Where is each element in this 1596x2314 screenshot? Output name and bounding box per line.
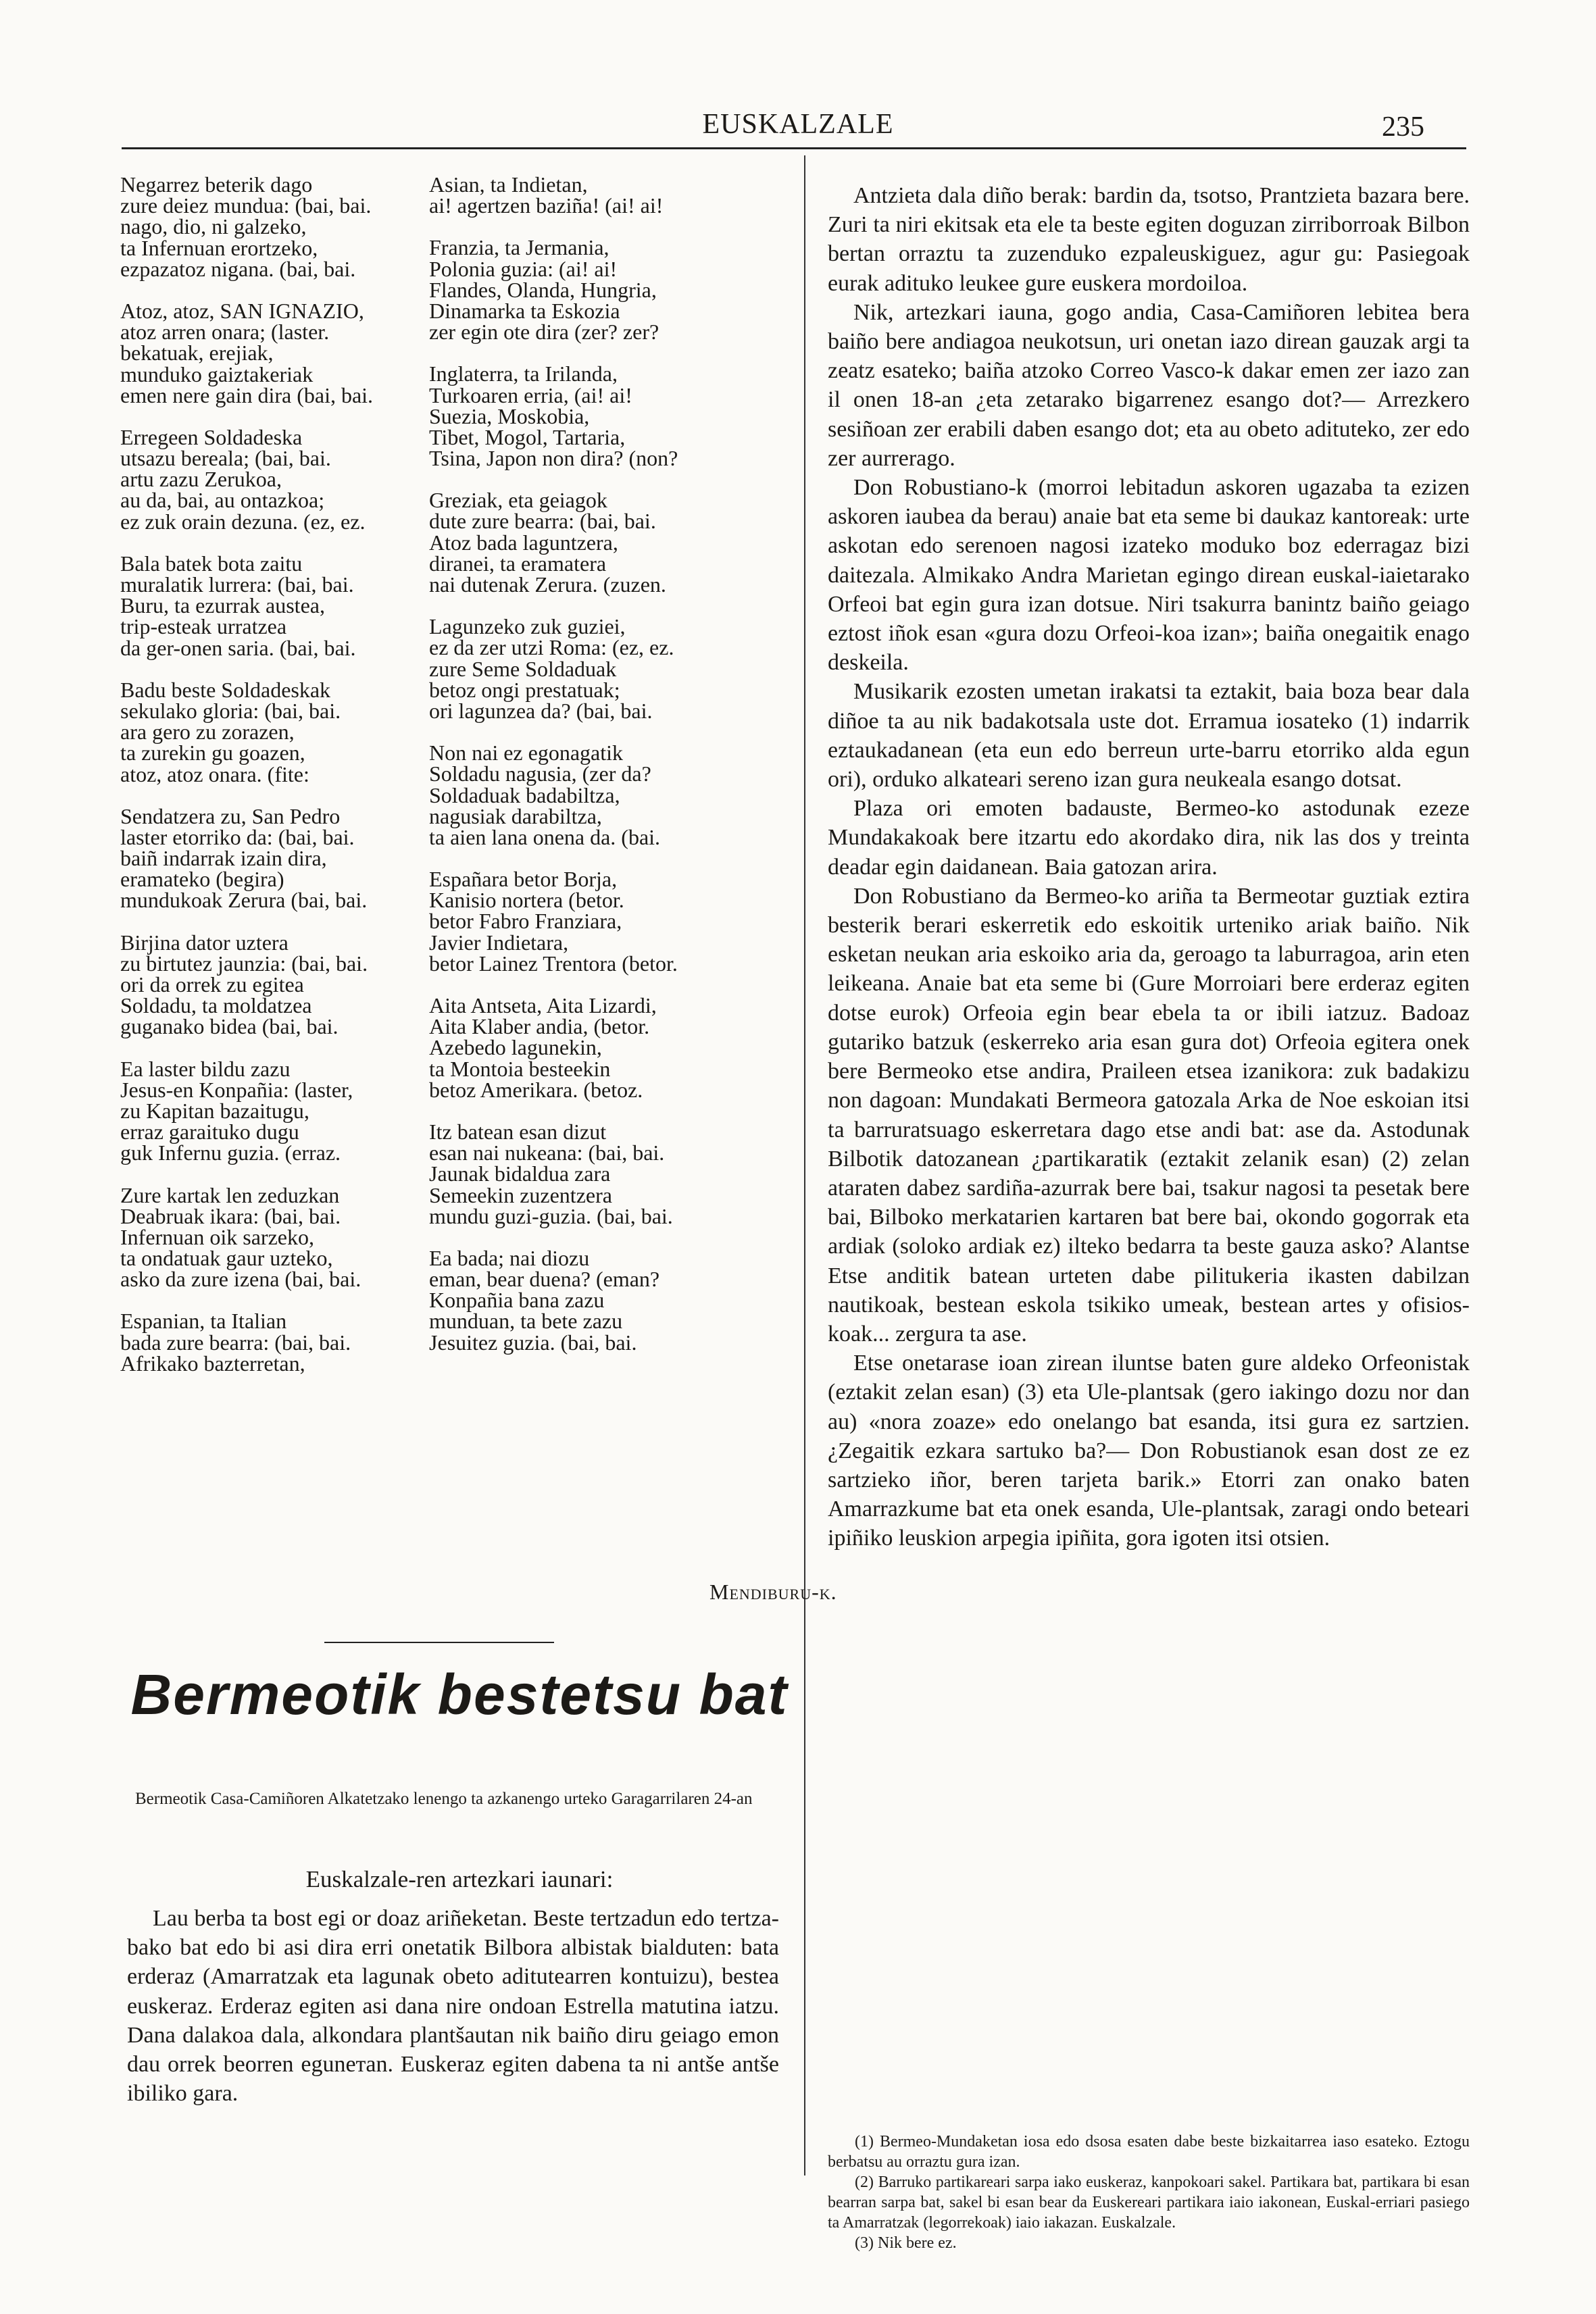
article-paragraph: Antzieta dala diño berak: bardin da, tsotso, Prantzieta bazara bere. Zuri ta niri ekitsak eta ele ta beste egiten doguzan zirriborroak Bilbon bertan orraztu ta zuzenduko ezpaleuskiguez, agur gu: Pasiegoak eurak adituko leukee gure euskera mordoiloa. [828, 183, 1470, 296]
poem-line: Badu beste Soldadeskak [120, 677, 331, 702]
poem-line: zer egin ote dira (zer? zer? [429, 320, 659, 345]
poem-line: ara gero zu zorazen, [120, 720, 295, 745]
poem-line: betoz ongi prestatuak; [429, 677, 620, 702]
poem-line: Jesus-en Konpañia: (laster, [120, 1077, 353, 1102]
poem-stanza [120, 298, 374, 407]
article-paragraph: Don Robustiano-k (morroi lebitadun askoren ugazaba ta ezizen askoren iaubea da berau) anaie bat eta seme bi daukaz kantoreak: urte askotan edo serenoen nagosi izateko moduko boz ederragaz bizi daitezala. Almikako Andra Marietan egingo direan euskal-iaietarako Orfeoi bat egin gura izan dotsue. Niri tsakurra banintz baiño geiago eztost iñok esan «gura dozu Orfeoi-koa izan»; baiña onegaitik enago deskeila. [828, 475, 1470, 676]
article-title: Bermeotik bestetsu bat [130, 1663, 789, 1726]
poem-stanza [120, 1182, 373, 1292]
poem-line: zu birtutez jaunzia: (bai, bai. [120, 951, 368, 976]
poem-line: ai! agertzen baziña! (ai! ai! [429, 193, 664, 218]
poem-line: Afrikako bazterretan, [120, 1351, 305, 1376]
poem-stanza [120, 1311, 373, 1374]
poem-stanza [429, 237, 678, 343]
poem-line: betoz Amerikara. (betoz. [429, 1077, 643, 1102]
poem-line: Infernuan oik sarzeko, [120, 1224, 314, 1249]
poem-line: Erregeen Soldadeska [120, 424, 303, 449]
poem-line: trip-esteak urratzea [120, 614, 287, 639]
poem-line: Kanisio nortera (betor. [429, 888, 624, 913]
poem-line: asko da zure izena (bai, bai. [120, 1267, 361, 1292]
poem-line: Aita Antseta, Aita Lizardi, [429, 993, 657, 1017]
poem-line: Soldaduak badabiltza, [429, 782, 620, 807]
poem-line: Sendatzera zu, San Pedro [120, 803, 341, 828]
poem-stanza [120, 677, 373, 786]
poem-line: zure Seme Soldaduak [429, 656, 617, 681]
poem-line: ezpazatoz nigana. (bai, bai. [120, 256, 356, 281]
poem-line: au da, bai, au ontazkoa; [120, 488, 325, 513]
poem-line: Franzia, ta Jermania, [429, 235, 609, 260]
poem-line: zure deiez mundua: (bai, bai. [120, 193, 372, 218]
poem-line: artu zazu Zerukoa, [120, 467, 282, 492]
article-body-left [127, 1904, 779, 2108]
article-subtitle: Bermeotik Casa-Camiñoren Alkatetzako lenengo ta azkanengo urteko Garagarrilaren 24-an [135, 1790, 753, 1808]
poem-line: Konpañia bana zazu [429, 1288, 605, 1313]
poem-line: Dinamarka ta Eskozia [429, 298, 620, 323]
article-paragraph: Plaza ori emoten badauste, Bermeo-ko astodunak ezeze Mundakakoak bere itzartu edo akordako dira, nik las dos y treinta deadar egin daidanean. Baia gatozan arira. [828, 796, 1470, 880]
poem-line: Polonia guzia: (ai! ai! [429, 256, 618, 281]
poem-stanza [120, 174, 373, 280]
poem-line: zu Kapitan bazaitugu, [120, 1098, 309, 1123]
poem-line: Jesuitez guzia. (bai, bai. [429, 1330, 637, 1355]
poem-line: ta ondatuak gaur uzteko, [120, 1246, 333, 1271]
poem-stanza [120, 803, 373, 913]
poem-line: nai dutenak Zerura. (zuzen. [429, 572, 666, 597]
running-header-title: EUSKALZALE [702, 109, 894, 140]
poem-line: da ger-onen saria. (bai, bai. [120, 635, 356, 660]
poem-line: Deabruak ikara: (bai, bai. [120, 1203, 341, 1228]
poem-line: Tibet, Mogol, Tartaria, [429, 424, 626, 449]
poem-line: nagusiak darabiltza, [429, 803, 602, 828]
poem-line: Inglaterra, ta Irilanda, [429, 361, 618, 386]
poem-line: eman, bear duena? (eman? [429, 1267, 660, 1292]
poem-line: atoz arren onara; (laster. [120, 320, 330, 345]
poem-stanza [429, 740, 678, 849]
poem-line: Bala batek bota zaitu [120, 551, 303, 576]
poem-line: erraz garaituko dugu [120, 1120, 299, 1145]
poem-line: esan nai nukeana: (bai, bai. [429, 1140, 665, 1165]
poem-line: Javier Indietara, [429, 930, 569, 955]
column-rule [804, 155, 805, 2175]
poem-line: Semeekin zuzentzera [429, 1182, 612, 1207]
poem-stanza [120, 932, 373, 1038]
poem-line: atoz, atoz onara. (fite: [120, 761, 309, 786]
poem-stanza [429, 995, 678, 1101]
poem-signature: Mendiburu-k. [709, 1580, 837, 1604]
poem-line: ori da orrek zu egitea [120, 972, 304, 997]
poem-line: Atoz, atoz, SAN IGNAZIO, [120, 298, 364, 323]
header-rule [122, 147, 1466, 149]
poem-line: Soldadu, ta moldatzea [120, 993, 312, 1018]
poem-line: Atoz bada laguntzera, [429, 530, 618, 555]
poem-line: baiñ indarrak izain dira, [120, 846, 327, 871]
article-paragraph: Nik, artezkari iauna, gogo andia, Casa-Camiñoren lebitea bera baiño bere andiagoa neukotsun, uri onetan iazo direan gauzak argi ta zeatz esateko; baiña atzoko Correo Vasco-k dakar emen zer iazo zan il onen 18-an ¿eta zetarako bigarrenez esango dot?— Arrezkero sesiñoan zer erabili daben esango dot; eta au obeto adituteko, zer edo zer aurrerago. [828, 299, 1470, 471]
poem-line: Buru, ta ezurrak austea, [120, 593, 325, 618]
poem-line: ta aien lana onena da. (bai. [429, 824, 661, 849]
poem-column-right [429, 174, 678, 1374]
article-paragraph: Musikarik ezosten umetan irakatsi ta eztakit, baia boza bear dala diñoe ta au nik badakotsala uste dot. Erramua iosateko (1) indarrik eztaukadanean (eta eun edo berreun urte-barru etorriko alda egun ori), orduko alkateari sereno izan gura neukeala esango dotsat. [828, 679, 1470, 793]
poem-line: bekatuak, erejiak, [120, 341, 274, 366]
poem-stanza [429, 616, 678, 722]
footnote: (1) Bermeo-Mundaketan iosa edo dsosa esaten dabe beste bizkaitarrea iaso esateko. Eztogu berbatsu au orraztu gura izan. [828, 2133, 1470, 2171]
poem-line: betor Lainez Trentora (betor. [429, 951, 678, 976]
poem-line: Itz batean esan dizut [429, 1119, 607, 1144]
poem-stanza [429, 363, 678, 469]
poem-line: muralatik lurrera: (bai, bai. [120, 572, 354, 597]
poem-line: bada zure bearra: (bai, bai. [120, 1330, 351, 1355]
poem-stanza [429, 1245, 678, 1355]
poem-line: dute zure bearra: (bai, bai. [429, 509, 656, 534]
poem-line: sekulako gloria: (bai, bai. [120, 698, 341, 723]
poem-line: ta Montoia besteekin [429, 1056, 611, 1081]
poem-line: Greziak, eta geiagok [429, 488, 607, 513]
poem-stanza [120, 553, 373, 659]
poem-line: Zure kartak len zeduzkan [120, 1182, 340, 1207]
poem-line: nago, dio, ni galzeko, [120, 214, 307, 239]
poem-line: Jaunak bidaldua zara [429, 1161, 611, 1186]
poem-line: ez da zer utzi Roma: (ez, ez. [429, 635, 674, 660]
poem-line: Soldadu nagusia, (zer da? [429, 761, 651, 786]
poem-line: ez zuk orain dezuna. (ez, ez. [120, 509, 366, 534]
poem-line: Espanian, ta Italian [120, 1309, 287, 1334]
article-paragraph: Etse onetarase ioan zirean iluntsе baten gure aldeko Orfeonistak (eztakit zelan esan) (3) eta Ule-plantsak (gero iakingo dozu nor dan au) «nora zoaze» edo onelango bat esanda, itsi gura ez sartzien. ¿Zegaitik ezkara sartuko ba?— Don Robustianok esan dost ze ez sartzieko iñor, beren tarjeta barik.» Etorri zan onako baten Amarrazkume bat eta onek esanda, Ule-plantsak, zaragi ondo beteari ipiñiko leuskion arpegia ipiñita, gora igoten itsi otsien. [828, 1351, 1470, 1551]
poem-line: ta zurekin gu goazen, [120, 740, 305, 765]
footnote: (3) Nik bere ez. [855, 2234, 957, 2252]
poem-line: ta Infernuan erortzeko, [120, 235, 318, 260]
poem-line: munduko gaiztakeriak [120, 361, 314, 386]
page-number: 235 [1382, 111, 1424, 143]
poem-line: Ea bada; nai diozu [429, 1245, 590, 1270]
poem-stanza [429, 1119, 678, 1228]
poem-stanza [429, 490, 678, 595]
poem-line: Lagunzeko zuk guziei, [429, 614, 626, 639]
article-body-right [828, 181, 1470, 1553]
article-paragraph: Don Robustiano da Bermeo-ko ariña ta Bermeotar guztiak eztira besterik berari eskerretik edo eskoitik urteniko ariak baiño. Nik esketan neukan aria eskoiko aria da, geroago ta laburragoa, arin eten leikeana. Anaie bat eta seme bi (Gure Morroiari bere erderaz egiten dotse eurok) Orfeoia egin bear ebela ta or ibili iatzuz. Badoaz gutariko batzuk (eskerreko aria esan gura dot) Orfeoia egitera onek bere Bermeoko etse andira, Praileen etsea izanikora: zuk badakizu non dagoan: Mundakati Bermeora gatozala Arka de Noe eskoian itsi ta barruratsuago eskerretara dago etse andi bat: ase da. Astodunak Bilbotik datozanean ¿partikaratik (eztakit zelanik esan) (2) zelan ataraten dabez sardiña-azurrak bere bai, tsakur nagosi ta pesetak bere bai, Bilboko merkatarien kartaren bat bere bai, okondo gogorrak eta ardiak (soloko ardiak ez) ilteko bedarra ta beste gauza asko? Alantse Etse anditik batean urteten dabe pilitukeria ikasten dabilzan nautikoak, bestean eskola tsikiko umeak, bestean artes y ofisios-koak... zergura ta ase. [828, 883, 1470, 1347]
poem-line: ori lagunzea da? (bai, bai. [429, 698, 653, 723]
article-salutation: Euskalzale-ren artezkari iaunari: [305, 1866, 614, 1892]
poem-line: Tsina, Japon non dira? (non? [429, 446, 678, 471]
poem-line: Flandes, Olanda, Hungria, [429, 277, 657, 302]
poem-stanza [429, 869, 678, 974]
poem-stanza [120, 424, 373, 534]
poem-line: Negarrez beterik dago [120, 172, 313, 197]
poem-line: emen nere gain dira (bai, bai. [120, 382, 374, 407]
poem-line: Españara betor Borja, [429, 867, 618, 892]
article-paragraph: Lau berba ta bost egi or doaz ariñeketan. Beste tertzadun edo tertza-bako bat edo bi asi dira erri onetatik Bilbora albistak bialduten: bata erderaz (Amarratzak eta lagunak obeto aditutearren kontuizu), bestea euskeraz. Erderaz egiten asi dana nire ondoan Estrella matutina iatzu. Dana dalakoa dala, alkondara plantšautan nik baiño diru geiago emon dau orrek beorren eguneтan. Euskeraz egiten dabena ta ni antše antše ibiliko gara. [127, 1906, 779, 2107]
poem-stanza [429, 174, 678, 216]
section-divider [324, 1642, 554, 1643]
poem-line: Suezia, Moskobia, [429, 403, 590, 428]
poem-line: diranei, ta eramatera [429, 551, 607, 576]
poem-line: Azebedo lagunekin, [429, 1035, 602, 1060]
poem-line: mundu guzi-guzia. (bai, bai. [429, 1203, 673, 1228]
poem-line: Birjina dator uztera [120, 930, 289, 955]
poem-line: Non nai ez egonagatik [429, 740, 623, 765]
poem-line: guk Infernu guzia. (erraz. [120, 1140, 341, 1165]
poem-column-left [120, 174, 373, 1395]
poem-line: mundukoak Zerura (bai, bai. [120, 888, 368, 913]
poem-line: laster etorriko da: (bai, bai. [120, 824, 355, 849]
poem-line: munduan, ta bete zazu [429, 1309, 623, 1334]
poem-line: Asian, ta Indietan, [429, 172, 588, 197]
footnotes [828, 2132, 1470, 2253]
poem-line: Ea laster bildu zazu [120, 1056, 291, 1081]
poem-stanza [120, 1056, 373, 1165]
poem-line: Aita Klaber andia, (betor. [429, 1014, 650, 1039]
poem-line: utsazu bereala; (bai, bai. [120, 446, 331, 471]
footnote: (2) Barruko partikareari sarpa iako euskeraz, kanpokoari sakel. Partikara bat, partikara bi esan bearran sarpa bat, sakel bi esan bear da Euskereari partikara iaio iakonean, Euskal-erriari pasiego ta Amarratzak (legorrekoak) iaio iakazan. Euskalzale. [828, 2173, 1470, 2232]
poem-line: Turkoaren erria, (ai! ai! [429, 382, 632, 407]
poem-line: betor Fabro Franziara, [429, 909, 622, 934]
poem-line: eramateko (begira) [120, 867, 284, 892]
poem-line: guganako bidea (bai, bai. [120, 1014, 339, 1039]
